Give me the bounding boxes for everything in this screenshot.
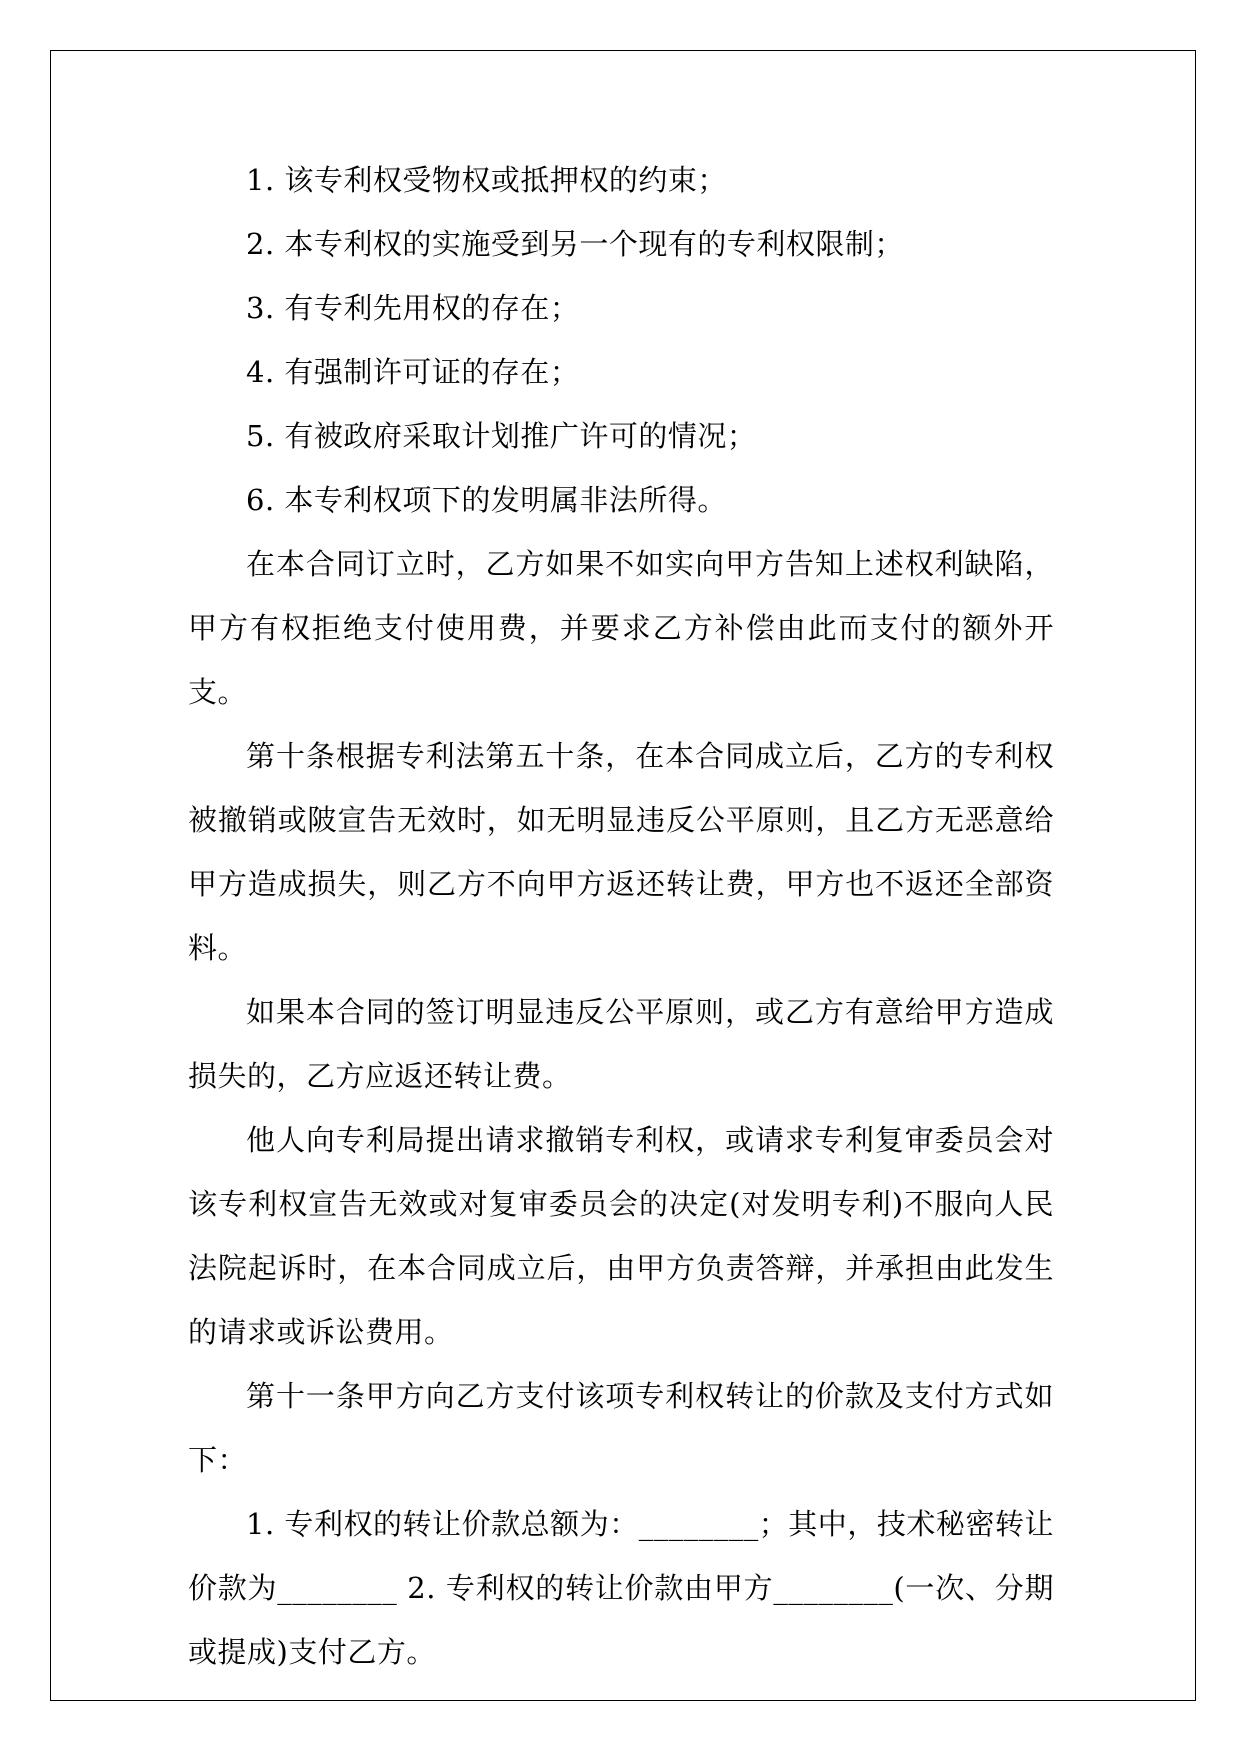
list-item-4: 4. 有强制许可证的存在； bbox=[246, 355, 580, 389]
paragraph-revocation-request: 他人向专利局提出请求撤销专利权，或请求专利复审委员会对该专利权宣告无效或对复审委员会的决定(对发明专利)不服向人民法院起诉时，在本合同成立后，由甲方负责答辩，并承担由此发生的请求或诉讼费用。 bbox=[188, 1123, 1054, 1349]
list-item-6: 6. 本专利权项下的发明属非法所得。 bbox=[246, 483, 727, 517]
paragraph-unfair-contract: 如果本合同的签订明显违反公平原则，或乙方有意给甲方造成损失的，乙方应返还转让费。 bbox=[188, 995, 1054, 1093]
paragraph-article-10: 第十条根据专利法第五十条，在本合同成立后，乙方的专利权被撤销或陂宣告无效时，如无明显违反公平原则，且乙方无恶意给甲方造成损失，则乙方不向甲方返还转让费，甲方也不返还全部资料。 bbox=[188, 739, 1054, 965]
list-item-2: 2. 本专利权的实施受到另一个现有的专利权限制； bbox=[246, 227, 904, 261]
list-item-1: 1. 该专利权受物权或抵押权的约束； bbox=[246, 163, 727, 197]
paragraph-defect-notice: 在本合同订立时，乙方如果不如实向甲方告知上述权利缺陷，甲方有权拒绝支付使用费，并要求乙方补偿由此而支付的额外开支。 bbox=[188, 547, 1054, 709]
document-body bbox=[188, 148, 1054, 1684]
list-item-3: 3. 有专利先用权的存在； bbox=[246, 291, 580, 325]
paragraph-payment-terms: 1. 专利权的转让价款总额为：________；其中，技术秘密转让价款为________ 2. 专利权的转让价款由甲方________(一次、分期或提成)支付乙方。 bbox=[188, 1507, 1054, 1669]
list-item-5: 5. 有被政府采取计划推广许可的情况； bbox=[246, 419, 757, 453]
paragraph-article-11: 第十一条甲方向乙方支付该项专利权转让的价款及支付方式如下： bbox=[188, 1379, 1054, 1477]
